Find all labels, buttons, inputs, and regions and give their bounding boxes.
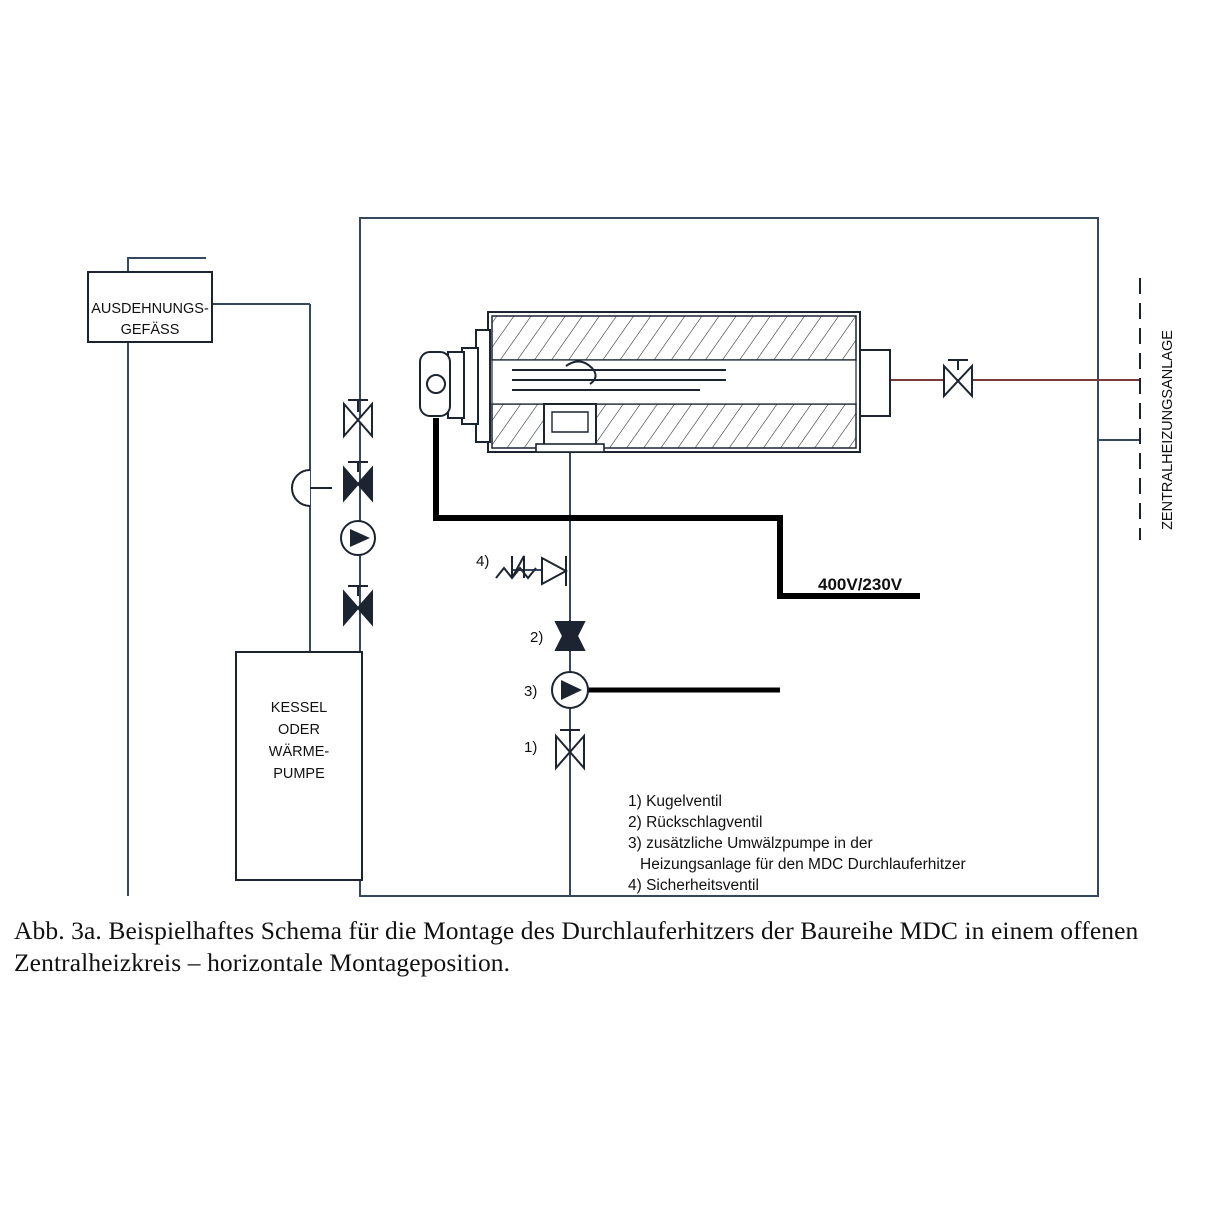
expansion-vessel (88, 272, 212, 342)
pump-icon-left (341, 521, 375, 555)
valve-icon-outlet (944, 360, 972, 396)
expansion-vessel-label-line1: AUSDEHNUNGS- (91, 301, 209, 317)
boiler-label-line2: ODER (278, 722, 320, 738)
legend-item-4: 4) Sicherheitsventil (628, 877, 759, 894)
callout-2-label: 2) (530, 629, 544, 646)
legend-item-3-cont: Heizungsanlage für den MDC Durchlauferhitzer (640, 856, 966, 873)
check-valve-icon (556, 622, 584, 650)
legend (628, 793, 966, 894)
valve-icon-left-mid (344, 462, 372, 500)
pump-icon-additional (552, 672, 588, 708)
boiler-label-line1: KESSEL (270, 700, 328, 716)
callout-1-label: 1) (524, 739, 538, 756)
legend-item-2: 2) Rückschlagventil (628, 814, 763, 831)
boiler-label-line3: WÄRME- (268, 744, 330, 760)
boiler-heatpump (236, 652, 362, 880)
central-heating-label: ZENTRALHEIZUNGSANLAGE (1160, 330, 1176, 530)
valve-icon-left-bottom (344, 586, 372, 624)
legend-item-1: 1) Kugelventil (628, 793, 722, 810)
callout-4-label: 4) (476, 553, 490, 570)
central-heating-system (1140, 278, 1176, 540)
boiler-label-line4: PUMPE (273, 766, 325, 782)
mdc-flow-heater (420, 312, 890, 452)
power-label: 400V/230V (818, 575, 903, 594)
valve-icon-left-top (344, 400, 372, 436)
callout-3-label: 3) (524, 683, 538, 700)
expansion-vessel-label-line2: GEFÄSS (120, 322, 180, 338)
expansion-vessel-left-branch (128, 258, 206, 896)
gauge-icon (292, 470, 332, 506)
figure-caption: Abb. 3a. Beispielhaftes Schema für die Montage des Durchlauferhitzers der Baureihe MDC in einem offenen Zentralheizkreis – horizontale Montageposition. (14, 916, 1139, 978)
legend-item-3: 3) zusätzliche Umwälzpumpe in der (628, 835, 873, 852)
